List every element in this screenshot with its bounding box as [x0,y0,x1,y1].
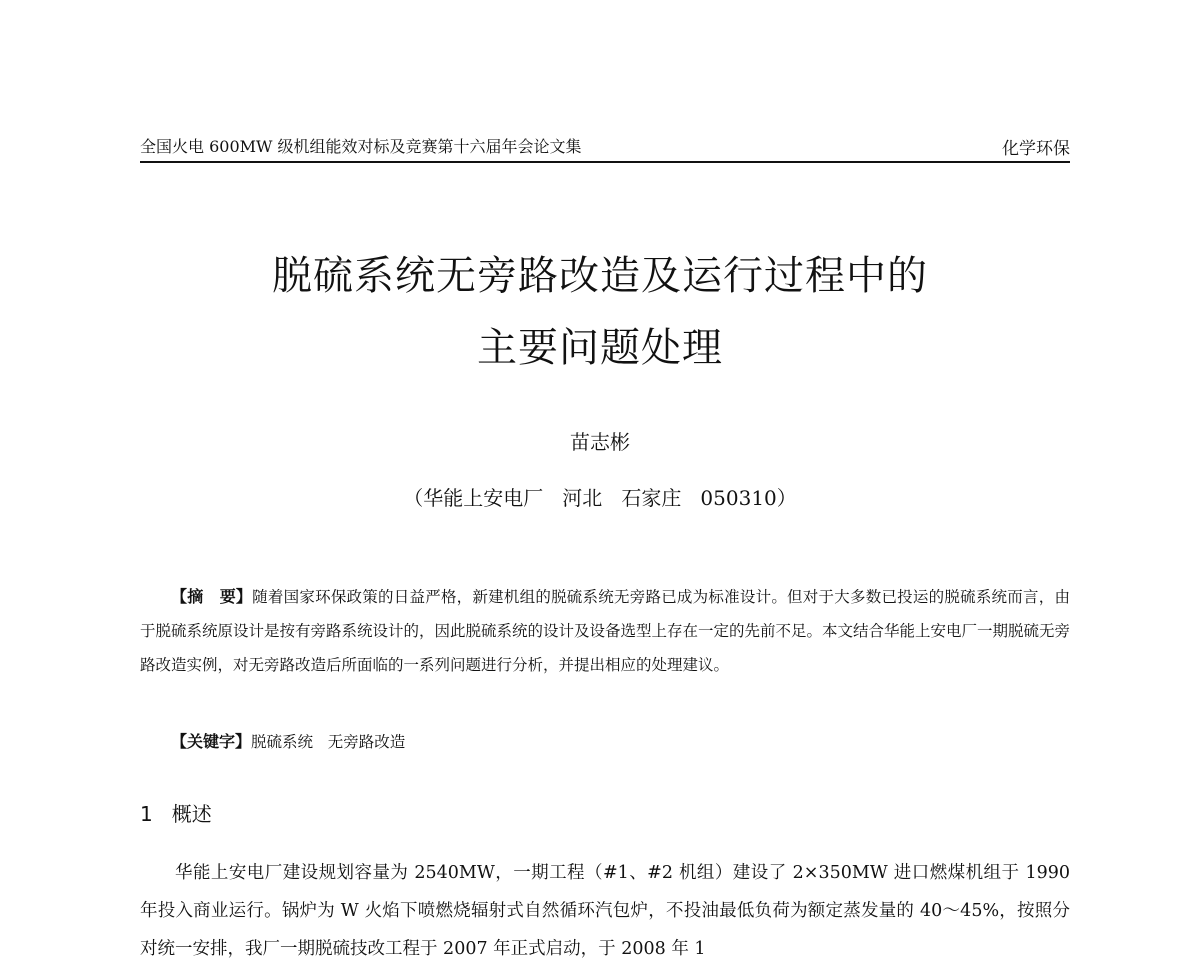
paper-title-line-1: 脱硫系统无旁路改造及运行过程中的 [272,253,928,299]
header-proceedings-title: 全国火电 600MW 级机组能效对标及竞赛第十六届年会论文集 [140,137,582,156]
keywords-label: 【关键字】 [171,732,252,751]
section-heading-overview: 1 概述 [140,802,212,826]
abstract-text: 随着国家环保政策的日益严格，新建机组的脱硫系统无旁路已成为标准设计。但对于大多数已投运的脱硫系统而言，由于脱硫系统原设计是按有旁路系统设计的，因此脱硫系统的设计及设备选型上存在一定的先前不足。本文结合华能上安电厂一期脱硫无旁路改造实例，对无旁路改造后所面临的一系列问题进行分析，并提出相应的处理建议。 [140,588,1071,674]
section-body-paragraph: 华能上安电厂建设规划容量为 2540MW，一期工程（#1、#2 机组）建设了 2×350MW 进口燃煤机组于 1990 年投入商业运行。锅炉为 W 火焰下喷燃烧辐射式自然循环汽包炉，不投油最低负荷为额定蒸发量的 40～45%，按照分对统一安排，我厂一期脱硫技改工程于 2007 年正式启动，于 2008 年 1 [140,863,1070,959]
paper-title-line-2: 主要问题处理 [477,325,723,371]
header-rule [140,161,1070,163]
header-section-name: 化学环保 [1002,139,1070,159]
author-name: 苗志彬 [570,430,630,454]
keywords-text: 脱硫系统 无旁路改造 [251,733,406,751]
running-header [140,134,1070,160]
author-affiliation: （华能上安电厂 河北 石家庄 050310） [403,486,797,510]
keywords [140,725,1070,759]
abstract-label: 【摘 要】 [171,587,253,606]
abstract [140,580,1070,682]
